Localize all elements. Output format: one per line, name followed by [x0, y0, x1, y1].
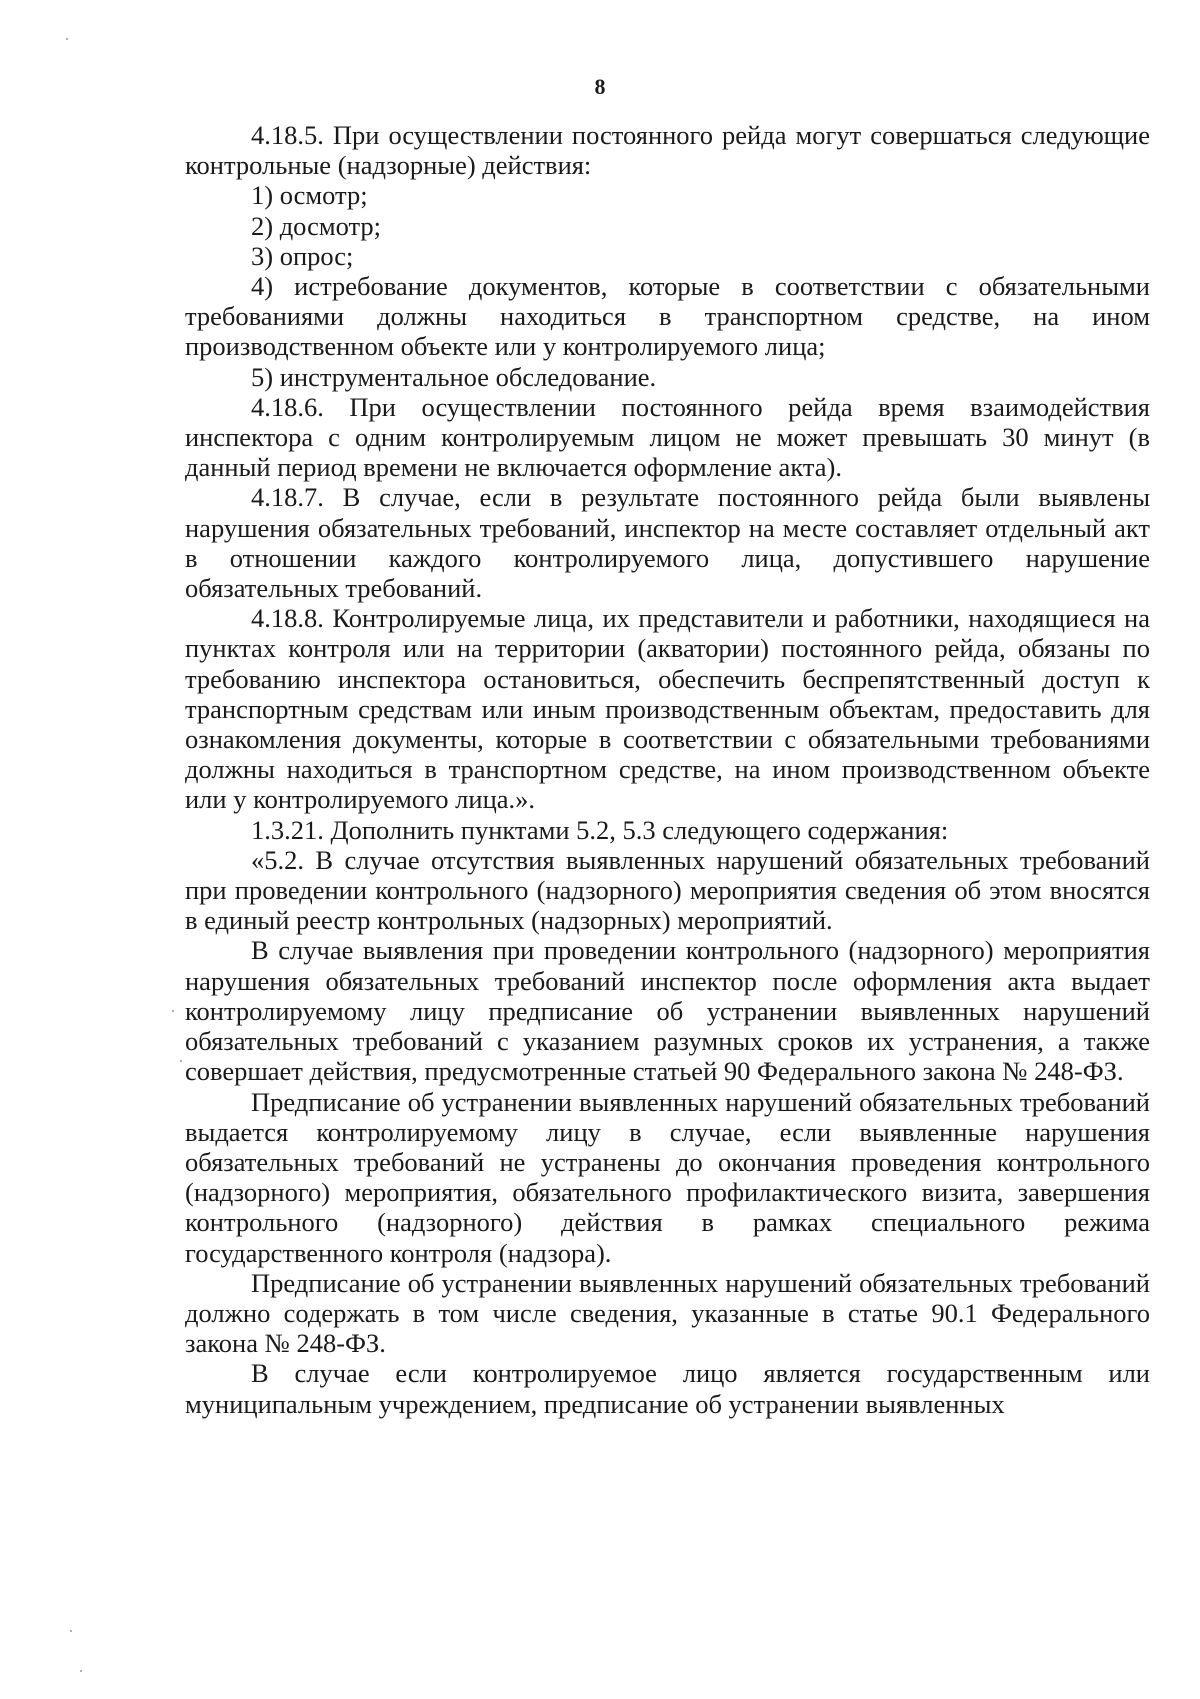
paragraph-4-18-7: 4.18.7. В случае, если в результате постоянного рейда были выявлены нарушения обязательных требований, инспектор на месте составляет отдельный акт в отношении каждого контролируемого лица, допустившего нарушение обязательных требований. [185, 482, 1150, 604]
list-item-3: 3) опрос; [251, 240, 354, 271]
document-body [185, 120, 1150, 1419]
paragraph-4-18-8: 4.18.8. Контролируемые лица, их представители и работники, находящиеся на пунктах контроля или на территории (акватории) постоянного рейда, обязаны по требованию инспектора остановиться, обеспечить беспрепятственный доступ к транспортным средствам или иным производственным объектам, предоставить для ознакомления документы, которые в соответствии с обязательными требованиями должны находиться в транспортном средстве, на ином производственном объекте или у контролируемого лица.». [185, 603, 1150, 815]
paragraph-5-2: «5.2. В случае отсутствия выявленных нарушений обязательных требований при проведении контрольного (надзорного) мероприятия сведения об этом вносятся в единый реестр контрольных (надзорных) мероприятий. [185, 844, 1150, 936]
page-number: 8 [594, 74, 606, 99]
scan-speck [70, 1630, 72, 1632]
paragraph-order-contents: Предписание об устранении выявленных нарушений обязательных требований должно содержать в том числе сведения, указанные в статье 90.1 Федерального закона № 248-ФЗ. [185, 1267, 1150, 1359]
paragraph-4-18-6: 4.18.6. При осуществлении постоянного рейда время взаимодействия инспектора с одним контролируемым лицом не может превышать 30 минут (в данный период времени не включается оформление акта). [185, 391, 1150, 483]
paragraph-state-institution: В случае если контролируемое лицо является государственным или муниципальным учреждением, предписание об устранении выявленных [185, 1358, 1150, 1419]
list-item-1: 1) осмотр; [251, 180, 368, 211]
scan-speck [66, 38, 68, 40]
list-item-5: 5) инструментальное обследование. [251, 361, 657, 392]
paragraph-order-issued: Предписание об устранении выявленных нарушений обязательных требований выдается контролируемому лицу в случае, если выявленные нарушения обязательных требований не устранены до окончания проведения контрольного (надзорного) мероприятия, обязательного профилактического визита, завершения контрольного (надзорного) действия в рамках специального режима государственного контроля (надзора). [185, 1086, 1150, 1268]
scan-speck [172, 1010, 174, 1012]
paragraph-4-18-5: 4.18.5. При осуществлении постоянного рейда могут совершаться следующие контрольные (надзорные) действия: [185, 120, 1150, 181]
paragraph-1-3-21: 1.3.21. Дополнить пунктами 5.2, 5.3 следующего содержания: [251, 814, 949, 845]
scan-speck [180, 1060, 182, 1062]
scan-speck [80, 1670, 82, 1672]
list-item-4: 4) истребование документов, которые в соответствии с обязательными требованиями должны находиться в транспортном средстве, на ином производственном объекте или у контролируемого лица; [185, 271, 1150, 362]
list-item-2: 2) досмотр; [251, 210, 382, 241]
paragraph-violations-found: В случае выявления при проведении контрольного (надзорного) мероприятия нарушения обязательных требований инспектор после оформления акта выдает контролируемому лицу предписание об устранении выявленных нарушений обязательных требований с указанием разумных сроков их устранения, а также совершает действия, предусмотренные статьей 90 Федерального закона № 248-ФЗ. [185, 935, 1150, 1087]
